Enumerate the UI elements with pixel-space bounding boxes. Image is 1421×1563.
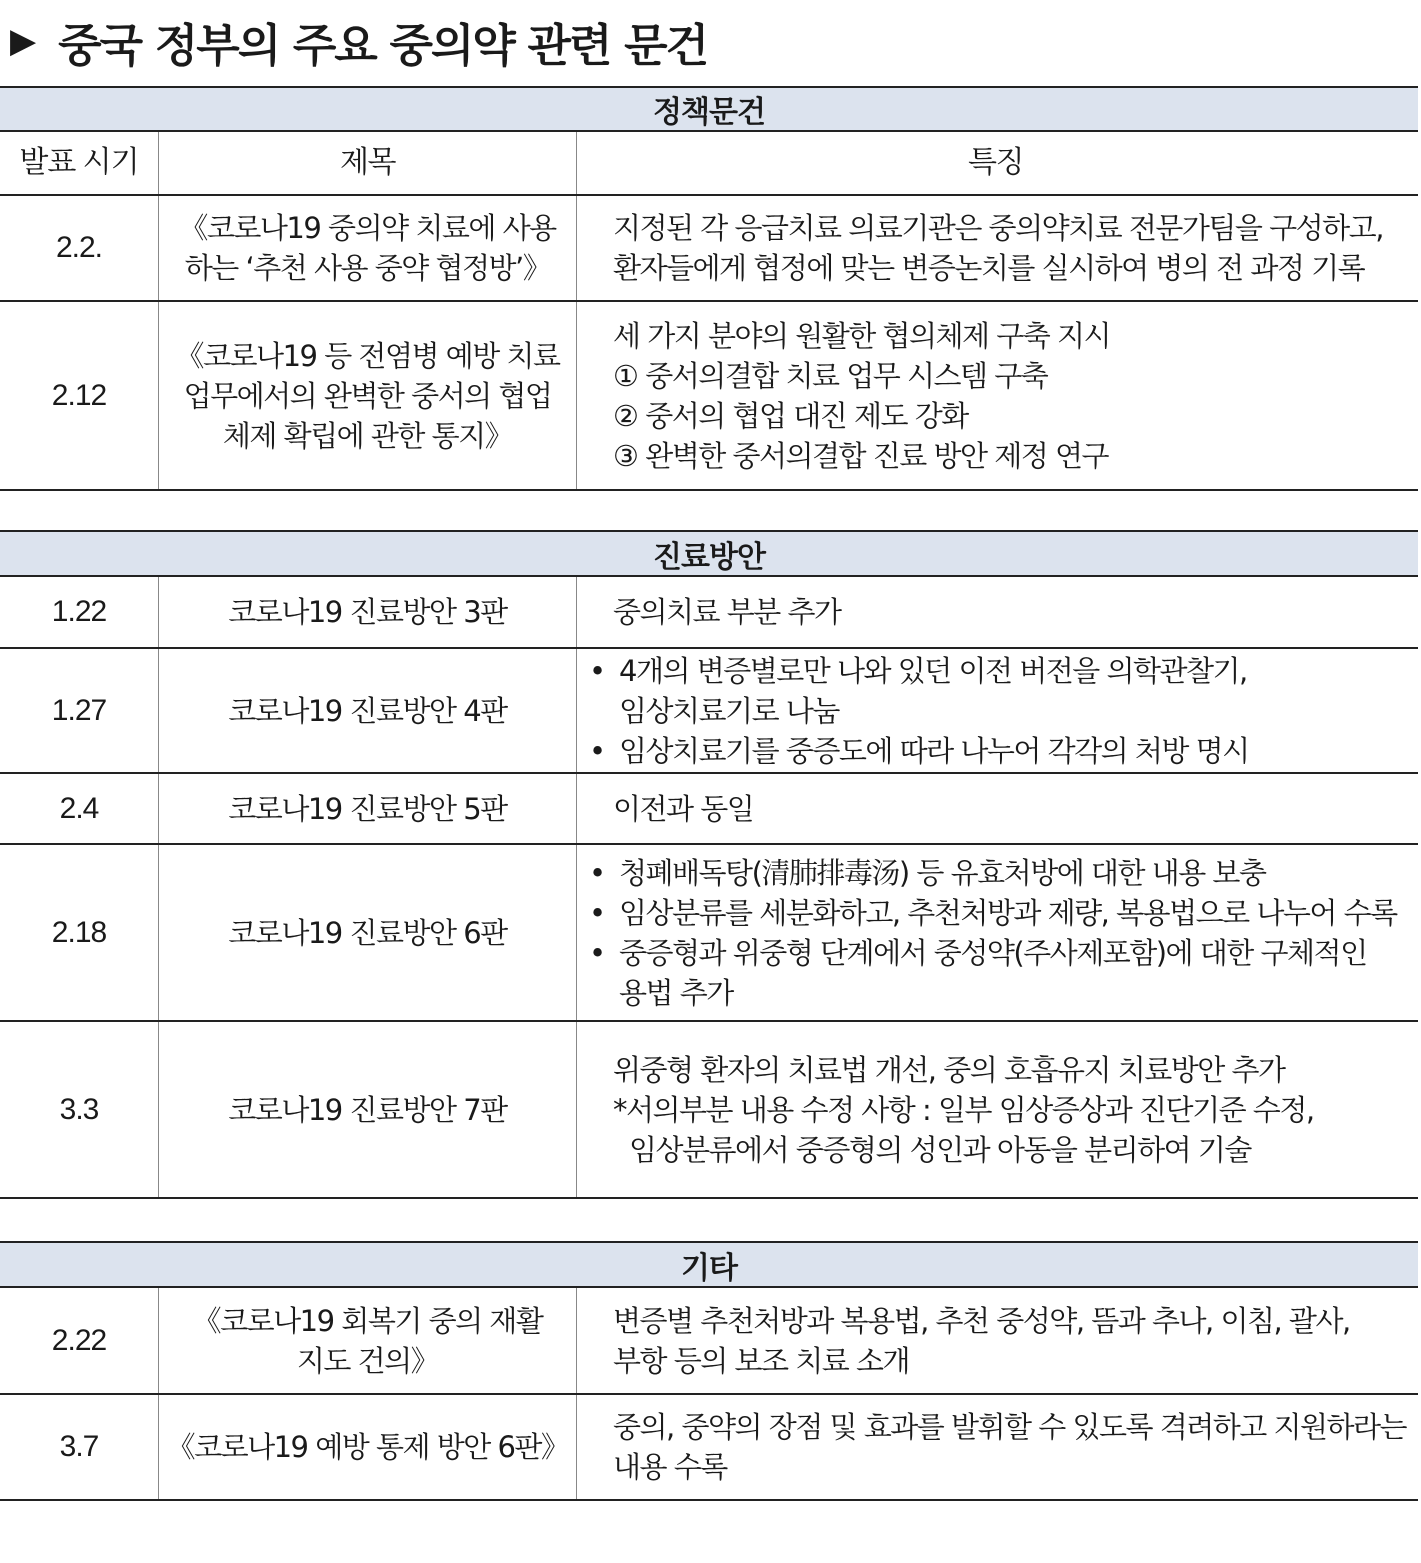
bullet-item <box>585 731 1414 771</box>
bullet-text: 중증형과 위중형 단계에서 중성약(주사제포함)에 대한 구체적인 <box>619 935 1367 970</box>
column-header-feature: 특징 <box>577 132 1419 195</box>
row-feature-line: 임상분류에서 중증형의 성인과 아동을 분리하여 기술 <box>629 1132 1251 1167</box>
row-date: 1.22 <box>0 577 159 648</box>
row-feature-line: 세 가지 분야의 원활한 협의체제 구축 지시 <box>613 318 1111 353</box>
bullet-dot-icon: • <box>589 895 605 930</box>
policy-section-header: 정책문건 <box>0 86 1418 132</box>
row-feature <box>577 1288 1419 1394</box>
bullet-text: 임상분류를 세분화하고, 추천처방과 제량, 복용법으로 나누어 수록 <box>619 895 1397 930</box>
row-date: 2.2. <box>0 195 159 301</box>
table-row <box>0 195 1418 301</box>
row-title: 코로나19 진료방안 3판 <box>159 577 577 648</box>
bullet-continuation: 용법 추가 <box>619 975 733 1010</box>
row-title: 코로나19 진료방안 6판 <box>159 844 577 1021</box>
row-title: 코로나19 진료방안 5판 <box>159 773 577 844</box>
row-feature: 이전과 동일 <box>577 773 1419 844</box>
column-header-title: 제목 <box>159 132 577 195</box>
row-title-line: 《코로나19 등 전염병 예방 치료 <box>175 338 560 373</box>
row-feature: 중의치료 부분 추가 <box>577 577 1419 648</box>
row-date: 2.12 <box>0 301 159 490</box>
row-title <box>159 1288 577 1394</box>
row-title-line: 업무에서의 완벽한 중서의 협업 <box>183 378 552 413</box>
table-row <box>0 648 1418 773</box>
row-title-line: 《코로나19 회복기 중의 재활 <box>192 1303 543 1338</box>
other-table <box>0 1288 1418 1501</box>
bullet-item <box>585 893 1414 933</box>
row-feature-line: 중의, 중약의 장점 및 효과를 발휘할 수 있도록 격려하고 지원하라는 <box>613 1410 1407 1444</box>
other-section <box>0 1241 1418 1501</box>
row-title <box>159 195 577 301</box>
table-row <box>0 577 1418 648</box>
row-feature-line: 변증별 추천처방과 복용법, 추천 중성약, 뜸과 추나, 이침, 괄사, <box>613 1303 1350 1338</box>
row-date: 2.4 <box>0 773 159 844</box>
row-title-line: 《코로나19 중의약 치료에 사용 <box>179 211 556 245</box>
column-header-row <box>0 132 1418 195</box>
bullet-dot-icon: • <box>589 653 605 688</box>
policy-section <box>0 86 1418 491</box>
row-title-line: 하는 ‘추천 사용 중약 협정방’》 <box>184 251 551 285</box>
row-title-line: 《코로나19 예방 통제 방안 6판》 <box>166 1430 569 1464</box>
row-title-line: 지도 건의》 <box>296 1343 439 1378</box>
table-row <box>0 1021 1418 1198</box>
page-title-text: 중국 정부의 주요 중의약 관련 문건 <box>58 18 708 72</box>
bullet-dot-icon: • <box>589 855 605 890</box>
row-feature <box>577 648 1419 773</box>
row-feature-line: 부항 등의 보조 치료 소개 <box>613 1343 910 1378</box>
row-date: 2.22 <box>0 1288 159 1394</box>
row-feature-line: ② 중서의 협업 대진 제도 강화 <box>613 398 968 433</box>
row-feature-line: 내용 수록 <box>613 1450 727 1484</box>
row-feature-line: *서의부분 내용 수정 사항 : 일부 임상증상과 진단기준 수정, <box>613 1092 1314 1127</box>
row-date: 3.3 <box>0 1021 159 1198</box>
table-row <box>0 1394 1418 1500</box>
other-section-header: 기타 <box>0 1241 1418 1288</box>
page-title <box>10 10 707 72</box>
row-feature-line: 환자들에게 협정에 맞는 변증논치를 실시하여 병의 전 과정 기록 <box>613 251 1365 285</box>
bullet-text: 임상치료기를 중증도에 따라 나누어 각각의 처방 명시 <box>619 733 1249 768</box>
table-row <box>0 844 1418 1021</box>
bullet-dot-icon: • <box>589 733 605 768</box>
row-title: 코로나19 진료방안 4판 <box>159 648 577 773</box>
table-row <box>0 1288 1418 1394</box>
row-feature-line: 위중형 환자의 치료법 개선, 중의 호흡유지 치료방안 추가 <box>613 1052 1285 1087</box>
bullet-item <box>585 651 1414 691</box>
treatment-section <box>0 530 1418 1199</box>
row-feature <box>577 1394 1419 1500</box>
bullet-item <box>585 853 1414 893</box>
bullet-text: 청폐배독탕(清肺排毒汤) 등 유효처방에 대한 내용 보충 <box>619 855 1266 890</box>
row-title: 코로나19 진료방안 7판 <box>159 1021 577 1198</box>
row-feature <box>577 844 1419 1021</box>
row-date: 1.27 <box>0 648 159 773</box>
bullet-continuation: 임상치료기로 나눔 <box>619 693 839 728</box>
table-row <box>0 301 1418 490</box>
row-feature-line: ① 중서의결합 치료 업무 시스템 구축 <box>613 358 1048 393</box>
row-feature <box>577 301 1419 490</box>
row-feature-line: 지정된 각 응급치료 의료기관은 중의약치료 전문가팀을 구성하고, <box>613 211 1383 245</box>
bullet-dot-icon: • <box>589 935 605 970</box>
row-feature <box>577 195 1419 301</box>
row-feature-line: ③ 완벽한 중서의결합 진료 방안 제정 연구 <box>613 438 1109 473</box>
triangle-arrow-icon: ▶ <box>10 21 37 61</box>
treatment-table <box>0 577 1418 1199</box>
policy-table <box>0 132 1418 491</box>
row-date: 2.18 <box>0 844 159 1021</box>
treatment-section-header: 진료방안 <box>0 530 1418 577</box>
table-row <box>0 773 1418 844</box>
bullet-text: 4개의 변증별로만 나와 있던 이전 버전을 의학관찰기, <box>619 653 1247 688</box>
row-title <box>159 1394 577 1500</box>
row-date: 3.7 <box>0 1394 159 1500</box>
column-header-date: 발표 시기 <box>0 132 159 195</box>
row-feature <box>577 1021 1419 1198</box>
row-title <box>159 301 577 490</box>
row-title-line: 체제 확립에 관한 통지》 <box>222 418 513 453</box>
bullet-item <box>585 933 1414 973</box>
